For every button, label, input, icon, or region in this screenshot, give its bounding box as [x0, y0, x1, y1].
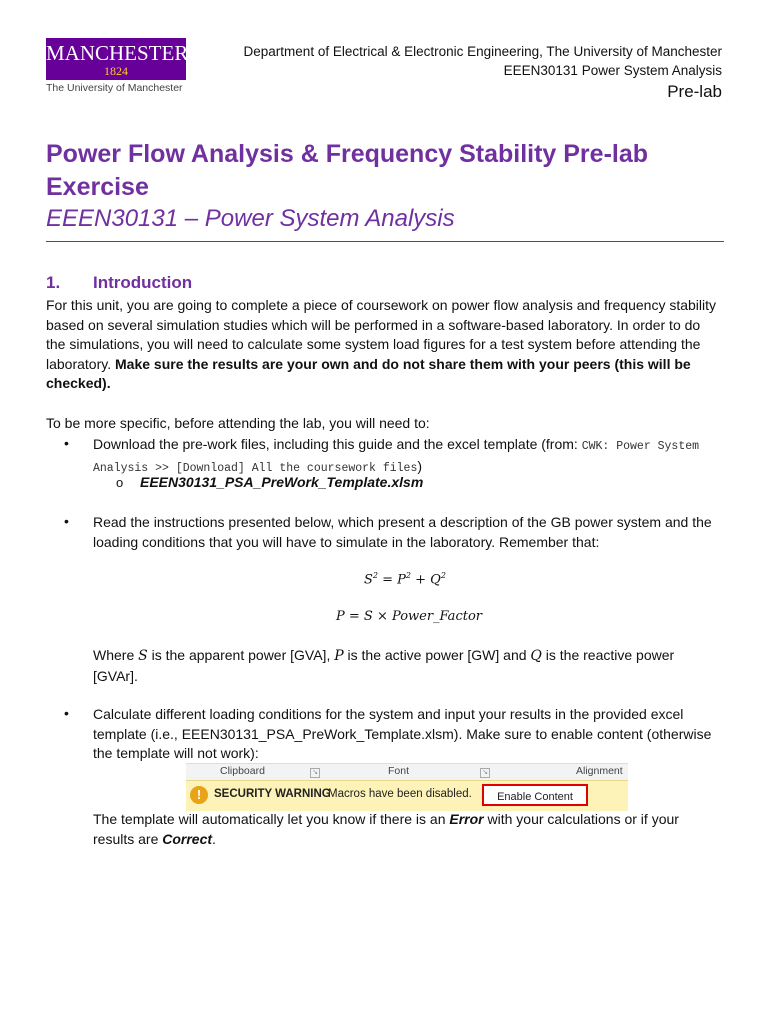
- bullet-download: [93, 435, 723, 478]
- bullet-marker: •: [64, 705, 69, 721]
- ribbon-alignment-label: Alignment: [576, 765, 623, 777]
- title-divider: [46, 241, 724, 242]
- equation-apparent-power: $S^2 = P^2 + Q^2$: [364, 571, 446, 588]
- sub-bullet-marker: o: [116, 475, 124, 490]
- correct-keyword: Correct: [162, 830, 213, 847]
- symbol-s: S: [138, 648, 148, 664]
- template-feedback-note: [93, 810, 723, 849]
- logo-name: MANCHESTER: [46, 41, 189, 65]
- where-text: is the active power [GW] and: [343, 647, 531, 663]
- document-title: Power Flow Analysis & Frequency Stability Pre-lab Exercise: [46, 140, 649, 201]
- bullet-instructions: Read the instructions presented below, which present a description of the GB power system and the loading conditions that you will have to simulate in the laboratory. Remember that:: [93, 514, 712, 550]
- header-prelab: Pre-lab: [667, 82, 722, 101]
- coursework-path: CWK: Power System Analysis >> [Download] All the coursework files: [93, 440, 700, 475]
- where-explanation: [93, 646, 713, 686]
- intro-paragraph: [46, 296, 722, 394]
- template-filename: EEEN30131_PSA_PreWork_Template.xlsm: [140, 474, 424, 490]
- equation-active-power: P = S × Power_Factor: [336, 609, 482, 624]
- bullet-download-text: Download the pre-work files, including this guide and the excel template (from:: [93, 436, 582, 452]
- bullet-calculate: Calculate different loading conditions for the system and input your results in the provided excel template (i.e., EEEN30131_PSA_PreWork_Template.xlsm). Make sure to enable content (otherwise the template will not work):: [93, 706, 712, 762]
- university-logo: [46, 38, 189, 80]
- closing-text: The template will automatically let you know if there is an: [93, 811, 450, 827]
- document-subtitle: EEEN30131 – Power System Analysis: [46, 205, 455, 232]
- symbol-p: P: [334, 648, 344, 664]
- logo-year: 1824: [104, 64, 128, 78]
- where-text: Where: [93, 647, 139, 663]
- header-department: Department of Electrical & Electronic Engineering, The University of Manchester: [243, 44, 722, 59]
- bullet-download-end: ): [417, 457, 423, 474]
- enable-content-button[interactable]: Enable Content: [482, 784, 588, 806]
- ribbon-font-label: Font: [388, 765, 410, 777]
- closing-text: with your calculations or if your results are: [93, 811, 679, 847]
- warning-icon: !: [190, 786, 208, 804]
- dialog-launcher-icon: ↘: [310, 768, 320, 778]
- section-heading: [46, 273, 192, 293]
- closing-text: .: [212, 830, 216, 847]
- where-text: is the apparent power [GVA],: [147, 647, 335, 663]
- section-number: 1.: [46, 273, 61, 292]
- intro-list-lead: To be more specific, before attending the lab, you will need to:: [46, 415, 430, 431]
- bullet-marker: •: [64, 513, 69, 529]
- where-text: is the reactive power [GVAr].: [93, 647, 675, 684]
- dialog-launcher-icon: ↘: [480, 768, 490, 778]
- bullet-marker: •: [64, 435, 69, 451]
- logo-subtitle: The University of Manchester: [46, 82, 183, 94]
- symbol-q: Q: [530, 648, 542, 664]
- intro-text: For this unit, you are going to complete a piece of coursework on power flow analysis and frequency stability based on several simulation studies which will be performed in a software-based laboratory. In order to do the simulations, you will need to calculate some system load figures for a test system before attending the laboratory.: [46, 297, 717, 372]
- security-warning-message: Macros have been disabled.: [328, 788, 472, 800]
- excel-security-screenshot: [186, 763, 628, 811]
- error-keyword: Error: [449, 811, 484, 827]
- intro-warning: Make sure the results are your own and do not share them with your peers (this will be checked).: [46, 355, 691, 392]
- security-warning-bar: [186, 780, 628, 811]
- security-warning-title: SECURITY WARNING: [214, 788, 331, 800]
- header-course: EEEN30131 Power System Analysis: [503, 63, 722, 78]
- section-name: Introduction: [93, 273, 193, 292]
- ribbon-clipboard-label: Clipboard: [220, 765, 265, 777]
